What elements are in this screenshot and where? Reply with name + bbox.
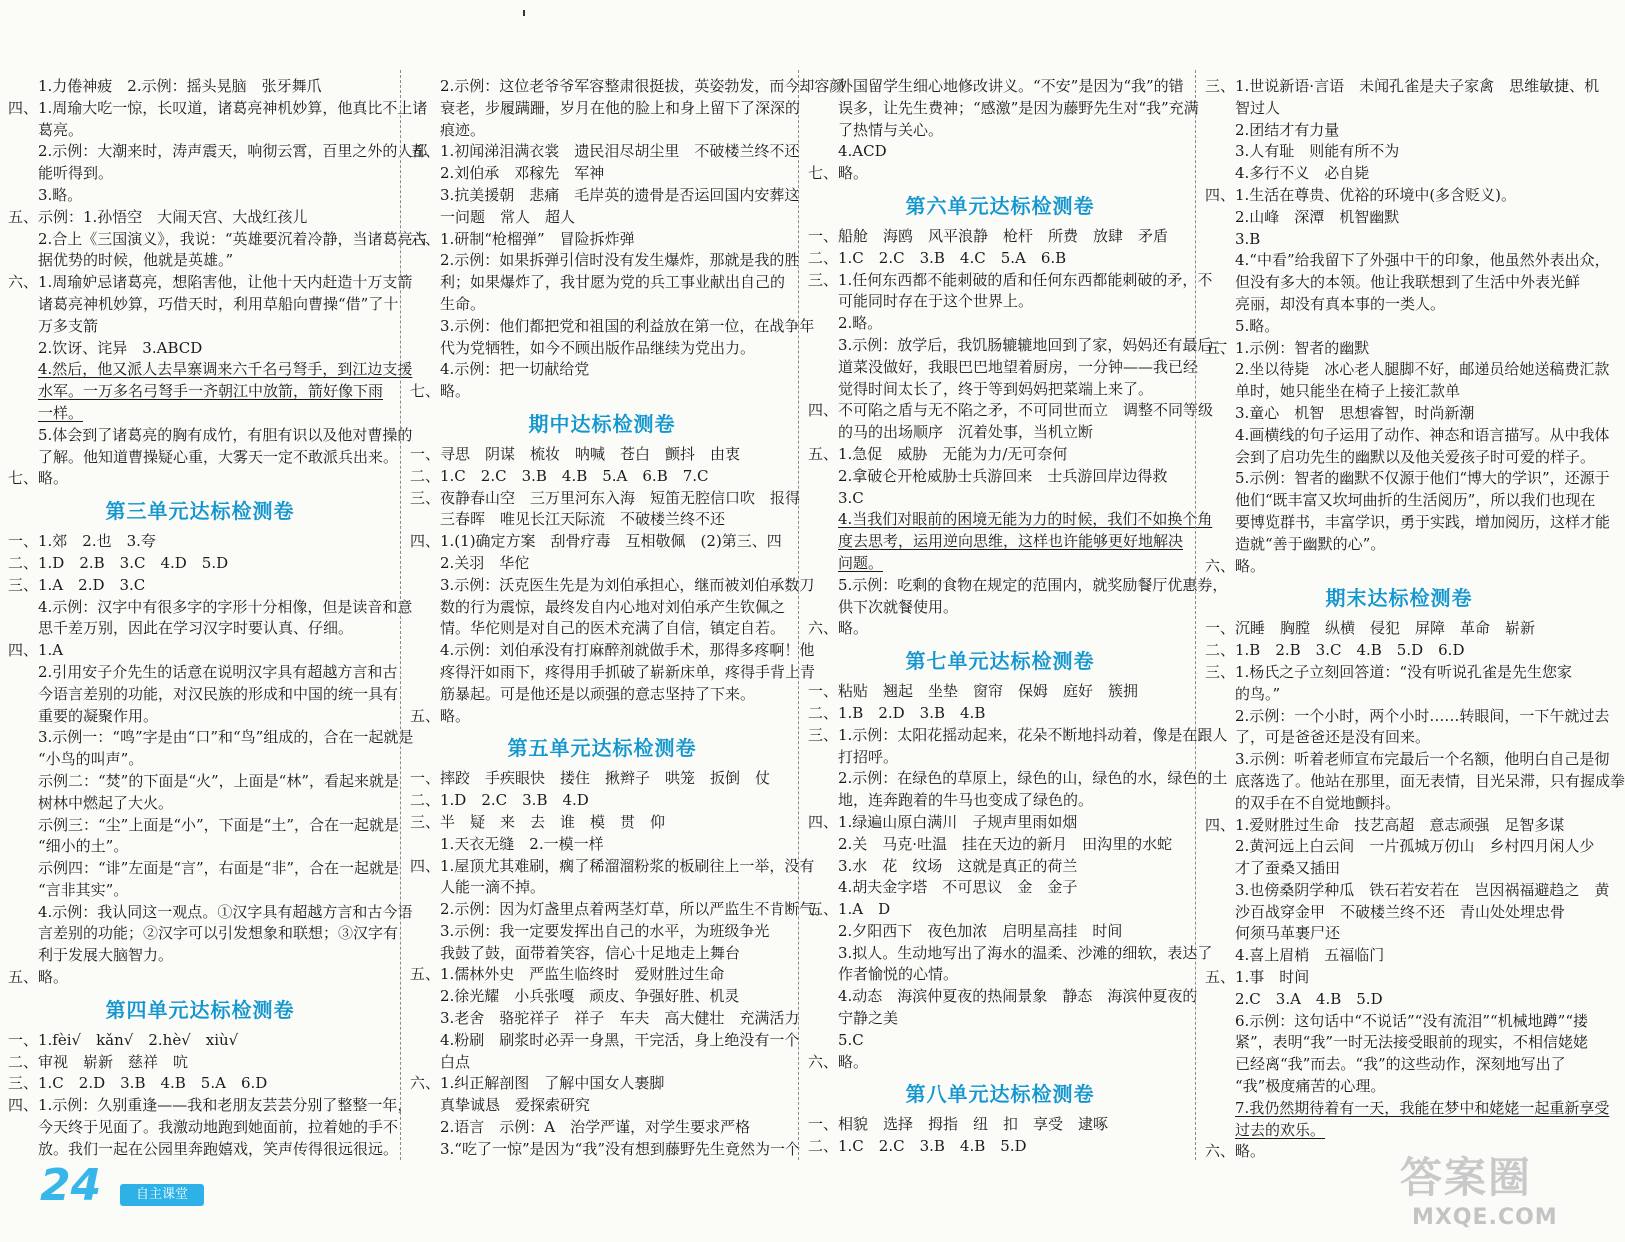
answer-line: 三、1.世说新语·言语 未闻孔雀是夫子家禽 思维敏捷、机 [1205,77,1600,95]
answer-line: 代为党牺牲，如今不顾出版作品继续为党出力。 [440,338,756,357]
answer-line: 一、摔跤 手疾眼快 搂住 揪辫子 哄笼 扳倒 仗 [410,769,771,788]
answer-line: 水军。一万多名弓弩手一齐朝江中放箭，箭好像下雨 [38,382,384,401]
answer-line: 4.动态 海滨仲夏夜的热闹景象 静态 海滨仲夏夜的 [838,987,1198,1006]
answer-line: 二、审视 崭新 慈祥 吭 [8,1052,189,1071]
answer-line: 二、1.B 2.D 3.B 4.B [808,703,986,722]
answer-line: 诸葛亮神机妙算，巧借天时，利用草船向曹操“借”了十 [38,294,399,313]
answer-line: 一样。 [38,403,84,422]
answer-line: 万多支箭 [38,316,99,335]
answer-line: 疼得汗如雨下，疼得用手抓破了崭新床单，疼得手背上青 [440,662,816,681]
answer-line: 地，连奔跑着的牛马也变成了绿色的。 [838,791,1094,810]
answer-line: 2.示例：大潮来时，涛声震天，响彻云霄，百里之外的人都 [38,142,428,161]
answer-line: 7.我仍然期待着有一天，我能在梦中和姥姥一起重新享受 [1235,1098,1610,1117]
answer-line: 2.示例：在绿色的草原上，绿色的山，绿色的水，绿色的土 [838,769,1228,788]
answer-line: 3.也傍桑阴学种瓜 铁石若安若在 岂因祸福避趋之 黄 [1235,880,1610,899]
answer-line: 2.示例：如果拆弹引信时没有发生爆炸，那就是我的胜 [440,251,800,270]
answer-line: 2.合上《三国演义》，我说：“英雄要沉着冷静，当诸葛亮占 [38,229,428,248]
answer-line: 4.“中看”给我留下了外强中干的印象，他虽然外表出众， [1235,251,1610,270]
answer-line: 数的行为震惊，最终发自内心地对刘伯承产生钦佩之 [440,597,786,616]
answer-line: 七、略。 [8,469,69,488]
answer-line: 紧”，表明“我”一时无法接受眼前的现实，不相信姥姥 [1235,1033,1589,1052]
answer-line: 二、1.C 2.C 3.B 4.B 5.A 6.B 7.C [410,466,709,485]
answer-line: 2.黄河远上白云间 一片孤城万仞山 乡村四月闲人少 [1235,837,1595,856]
answer-line: 痕迹。 [440,120,486,139]
answer-line: 单时，她只能坐在椅子上接汇款单 [1235,382,1461,401]
answer-line: 要博览群书，丰富学识，勇于实践，增加阅历，这样才能 [1235,512,1611,531]
answer-line: 二、1.D 2.C 3.B 4.D [410,791,589,810]
answer-line: 才了蚕桑又插田 [1235,859,1341,878]
answer-line: 四、1.生活在尊贵、优裕的环境中(多含贬义)。 [1205,185,1517,204]
answer-line: 今语言差别的功能，对汉民族的形成和中国的统一具有 [38,684,399,703]
answer-line: 能听得到。 [38,164,114,183]
answer-line: 言差别的功能；②汉字可以引发想象和联想；③汉字有 [38,924,399,943]
answer-line: 2.徐光耀 小兵张嘎 顽皮、争强好胜、机灵 [440,987,740,1006]
answer-line: 3.示例：听着老师宣布完最后一个名额，他明白自己是彻 [1235,750,1610,769]
answer-line: 一、相貌 选择 拇指 纽 扣 享受 逮啄 [808,1115,1109,1134]
answer-line: 2.C 3.A 4.B 5.D [1235,989,1383,1008]
answer-line: 3.抗美援朝 悲痛 毛岸英的遗骨是否运回国内安葬这 [440,185,800,204]
answer-line: 4.粉刷 刷浆时必弄一身黑，干完活，身上绝没有一个 [440,1030,800,1049]
answer-line: 度去思考，运用逆向思维，这样也许能够更好地解决 [838,532,1184,551]
answer-line: 但没有多大的本领。他让我联想到了生活中外表光鲜 [1235,273,1581,292]
answer-line: 五、示例：1.孙悟空 大闹天宫、大战红孩儿 [8,207,308,226]
answer-line: 5.示例：吃剩的食物在规定的范围内，就奖励餐厅优惠券， [838,575,1228,594]
answer-line: 2.引用安子介先生的话意在说明汉字具有超越方言和古 [38,662,398,681]
answer-line: 了解。他知道曹操疑心重，大雾天一定不敢派兵出来。 [38,447,399,466]
answer-line: 4.画横线的句子运用了动作、神态和语言描写。从中我体 [1235,425,1610,444]
answer-line: 示例二：“焚”的下面是“火”，上面是“林”，看起来就是 [38,771,400,790]
column-divider [1195,70,1196,1160]
answer-line: 情。华佗则是对自己的医术充满了自信，镇定自若。 [440,619,786,638]
answer-line: 亮丽，却没有真本事的一类人。 [1235,294,1446,313]
answer-line: 五、1.示例：智者的幽默 [1205,338,1370,357]
answer-line: 打招呼。 [838,747,899,766]
answer-line: 我鼓了鼓，面带着笑容，信心十足地走上舞台 [440,943,741,962]
answer-line: 4.胡夫金字塔 不可思议 金 金子 [838,878,1078,897]
answer-line: 思千差万别，因此在学习汉字时要认真、仔细。 [38,619,354,638]
answer-line: 4.示例：汉字中有很多字的字形十分相像，但是读音和意 [38,597,413,616]
answer-line: 四、1.周瑜大吃一惊，长叹道，诸葛亮神机妙算，他真比不上诸 [8,98,428,117]
column-divider [798,70,799,1160]
answer-line: 一、1.郊 2.也 3.夸 [8,532,156,551]
answer-line: 四、1.爱财胜过生命 技艺高超 意志顽强 足智多谋 [1205,815,1565,834]
answer-line: 的鸟。” [1235,684,1281,703]
answer-column-1 [8,76,428,1161]
answer-line: 五、1.A D [808,900,891,919]
answer-line: 葛亮。 [38,120,84,139]
answer-line: 三、1.A 2.D 3.C [8,575,146,594]
answer-line: 3.略。 [38,185,83,204]
section-heading: 第八单元达标检测卷 [905,1082,1095,1107]
answer-line: 六、略。 [1205,556,1266,575]
answer-line: 六、略。 [808,1052,869,1071]
answer-line: 五、1.初闻涕泪满衣裳 遗民泪尽胡尘里 不破楼兰终不还 [410,142,800,161]
answer-line: 问题。 [838,553,884,572]
section-heading: 第三单元达标检测卷 [105,499,295,524]
answer-line: 3.C [838,488,864,507]
answer-line: 3.老舍 骆驼祥子 祥子 车夫 高大健壮 充满活力 [440,1009,800,1028]
answer-line: 了，可是爸爸还是没有回来。 [1235,728,1431,747]
answer-line: 五、略。 [410,706,471,725]
answer-line: 三、1.杨氏之子立刻回答道：“没有听说孔雀是先生您家 [1205,662,1572,681]
answer-line: 造就“善于幽默的心”。 [1235,534,1386,553]
answer-line: 5.体会到了诸葛亮的胸有成竹，有胆有识以及他对曹操的 [38,425,413,444]
answer-line: 的马的出场顺序 沉着处事，当机立断 [838,423,1094,442]
answer-line: 一、寻思 阴谋 梳妆 呐喊 苍白 颤抖 由衷 [410,444,741,463]
answer-line: 衰老，步履蹒跚，岁月在他的脸上和身上留下了深深的 [440,98,801,117]
answer-line: 4.多行不义 必自毙 [1235,164,1370,183]
answer-line: 五、1.儒林外史 严监生临终时 爱财胜过生命 [410,965,725,984]
answer-line: 五、1.急促 威胁 无能为力/无可奈何 [808,444,1068,463]
section-heading: 期末达标检测卷 [1325,586,1473,611]
answer-line: 1.力倦神疲 2.示例：摇头晃脑 张牙舞爪 [38,77,322,95]
answer-line: 底落选了。他站在那里，面无表情，目光呆滞，只有握成拳 [1235,771,1625,790]
answer-line: 三、1.C 2.D 3.B 4.B 5.A 6.D [8,1074,268,1093]
answer-line: 2.饮讶、诧异 3.ABCD [38,338,203,357]
answer-line: 三、夜静春山空 三万里河东入海 短笛无腔信口吹 报得 [410,488,801,507]
section-heading: 第六单元达标检测卷 [905,193,1095,218]
section-heading: 期中达标检测卷 [528,411,676,436]
answer-line: 4.当我们对眼前的困境无能为力的时候，我们不如换个角 [838,510,1213,529]
answer-line: 5.C [838,1030,864,1049]
answer-line: 一、粘贴 翘起 坐垫 窗帘 保姆 庭好 簇拥 [808,682,1139,701]
answer-line: 2.示例：因为灯盏里点着两茎灯草，所以严监生不肯断气。 [440,900,830,919]
answer-line: 2.拿破仑开枪威胁士兵游回来 士兵游回岸边得救 [838,466,1168,485]
answer-line: 筋暴起。可是他还是以顽强的意志坚持了下来。 [440,684,756,703]
answer-line: 四、不可陷之盾与无不陷之矛，不可同世而立 调整不同等级 [808,401,1214,420]
answer-line: 四、1.A [8,641,64,660]
answer-line: 2.刘伯承 邓稼先 军神 [440,164,605,183]
answer-line: 3.人有耻 则能有所不为 [1235,142,1400,161]
answer-line: 一、1.fèi√ kǎn√ 2.hè√ xiù√ [8,1030,239,1049]
watermark-logo [1390,1150,1590,1240]
answer-line: 二、1.D 2.B 3.C 4.D 5.D [8,553,229,572]
answer-line: 他们“既丰富又坎坷曲折的生活阅历”，所以我们也现在 [1235,491,1596,510]
answer-line: “言非其实”。 [38,880,129,899]
answer-line: 2.山峰 深潭 机智幽默 [1235,207,1400,226]
answer-line: 道菜没做好，我眼巴巴地望着厨房，一分钟——我已经 [838,357,1199,376]
answer-line: 二、1.C 2.C 3.B 4.B 5.D [808,1137,1027,1156]
answer-line: 2.关 马克·吐温 挂在天边的新月 田沟里的水蛇 [838,834,1173,853]
answer-line: 放。我们一起在公园里奔跑嬉戏，笑声传得很远很远。 [38,1139,399,1158]
answer-line: 六、略。 [1205,1142,1266,1161]
answer-line: 示例四：“诽”左面是“言”，右面是“非”，合在一起就是 [38,859,400,878]
answer-line: 沙百战穿金甲 不破楼兰终不还 青山处处埋忠骨 [1235,902,1566,921]
answer-line: 外国留学生细心地修改讲义。“不安”是因为“我”的错 [838,77,1184,95]
answer-line: 四、1.(1)确定方案 刮骨疗毒 互相敬佩 (2)第三、四 [410,532,782,551]
section-heading: 第四单元达标检测卷 [105,997,295,1022]
answer-line: 利；如果爆炸了，我甘愿为党的兵工事业献出自己的 [440,273,786,292]
answer-line: 过去的欢乐。 [1235,1120,1326,1139]
answer-line: 3.示例一：“鸣”字是由“口”和“鸟”组成的，合在一起就是 [38,728,414,747]
answer-line: 树林中燃起了大火。 [38,793,174,812]
answer-line: 可能同时存在于这个世界上。 [838,292,1034,311]
answer-line: 的双手在不自觉地颤抖。 [1235,793,1401,812]
answer-line: 3.拟人。生动地写出了海水的温柔、沙滩的细软，表达了 [838,943,1213,962]
answer-line: 2.关羽 华佗 [440,553,530,572]
answer-line: 四、1.绿遍山原白满川 子规声里雨如烟 [808,812,1078,831]
answer-line: 一问题 常人 超人 [440,207,576,226]
answer-line: 示例三：“尘”上面是“小”，下面是“土”，合在一起就是 [38,815,400,834]
answer-line: 作者愉悦的心情。 [838,965,959,984]
answer-line: 2.示例：一个小时，两个小时……转眼间，一下午就过去 [1235,706,1610,725]
answer-line: 已经离“我”而去。“我”的这些动作，深刻地写出了 [1235,1055,1566,1074]
watermark-text: 答案圈 [1400,1153,1533,1202]
answer-line: 3.示例：他们都把党和祖国的利益放在第一位，在战争年 [440,316,815,335]
answer-line: 2.示例：这位老爷爷军容整肃很挺拔，英姿勃发，而今却容颜 [440,77,845,95]
answer-line: 二、1.C 2.C 3.B 4.C 5.A 6.B [808,248,1067,267]
answer-line: 六、略。 [808,619,869,638]
answer-line: 今天终于见面了。我激动地跑到她面前，拉着她的手不 [38,1118,399,1137]
answer-line: 2.语言 示例：A 治学严谨，对学生要求严格 [440,1118,751,1137]
answer-line: 2.略。 [838,314,883,333]
answer-line: 5.示例：智者的幽默不仅源于他们“博大的学识”，还源于 [1235,469,1610,488]
answer-line: 智过人 [1235,98,1281,117]
answer-line: 五、略。 [8,968,69,987]
page-number: 24 [40,1160,102,1211]
answer-line: 六、1.周瑜妒忌诸葛亮，想陷害他，让他十天内赶造十万支箭 [8,273,413,292]
answer-column-4 [1205,76,1625,1163]
answer-line: “我”极度痛苦的心理。 [1235,1077,1386,1096]
answer-line: 六、1.研制“枪榴弹” 冒险拆炸弹 [410,229,635,248]
answer-line: 2.夕阳西下 夜色加浓 启明星高挂 时间 [838,921,1123,940]
answer-line: 3.水 花 纹场 这就是真正的荷兰 [838,856,1078,875]
answer-column-3 [808,76,1228,1158]
answer-line: 误多，让先生费神；“感激”是因为藤野先生对“我”充满 [838,98,1199,117]
answer-line: 三、1.示例：太阳花摇动起来，花朵不断地抖动着，像是在跟人 [808,725,1228,744]
answer-line: 重要的凝聚作用。 [38,706,159,725]
answer-line: 五、1.事 时间 [1205,968,1310,987]
answer-line: 4.示例：我认同这一观点。①汉字具有超越方言和古今语 [38,902,413,921]
answer-line: 利于发展大脑智力。 [38,946,174,965]
answer-line: 供下次就餐使用。 [838,597,959,616]
answer-line: 4.然后，他又派人去旱寨调来六千名弓弩手，到江边支援 [38,360,413,379]
answer-line: 据优势的时候，他就是英雄。” [38,251,234,270]
answer-line: 5.略。 [1235,316,1280,335]
answer-line: 3.“吃了一惊”是因为“我”没有想到藤野先生竟然为一个 [440,1139,800,1158]
answer-line: 3.示例：放学后，我饥肠辘辘地回到了家，妈妈还有最后一 [838,335,1228,354]
answer-line: 七、略。 [410,382,471,401]
answer-line: 3.示例：我一定要发挥出自己的水平，为班级争光 [440,921,770,940]
watermark-url: MXQE.COM [1412,1205,1558,1230]
answer-line: 2.团结才有力量 [1235,120,1340,139]
answer-line: 3.B [1235,229,1261,248]
answer-line: 了热情与关心。 [838,120,944,139]
answer-line: “细小的土”。 [38,837,129,856]
answer-line: 三春晖 唯见长江天际流 不破楼兰终不还 [440,510,726,529]
answer-line: 会到了启功先生的幽默以及他关爱孩子时可爱的样子。 [1235,447,1596,466]
answer-line: “小鸟的叫声”。 [38,750,144,769]
answer-line: 6.示例：这句话中“不说话”“没有流泪”“机械地蹲”“搂 [1235,1011,1588,1030]
answer-line: 四、1.屋顶尤其难刷，瘸了稀溜溜粉浆的板刷往上一举，没有 [410,856,815,875]
answer-line: 2.坐以待毙 冰心老人腿脚不好，邮递员给她送稿费汇款 [1235,360,1610,379]
answer-line: 4.示例：刘伯承没有打麻醉剂就做手术，那得多疼啊！他 [440,641,815,660]
answer-line: 生命。 [440,294,486,313]
series-label: 自主课堂 [120,1184,204,1206]
top-tick-mark [523,10,525,16]
section-heading: 第七单元达标检测卷 [905,649,1095,674]
answer-line: 一、船舱 海鸥 风平浪静 枪杆 所费 放肆 矛盾 [808,226,1169,245]
answer-line: 二、1.B 2.B 3.C 4.B 5.D 6.D [1205,641,1465,660]
answer-line: 宁静之美 [838,1009,899,1028]
answer-line: 4.ACD [838,142,887,161]
answer-line: 人能一滴不掉。 [440,878,546,897]
answer-line: 三、1.任何东西都不能刺破的盾和任何东西都能刺破的矛，不 [808,270,1213,289]
answer-line: 1.天衣无缝 2.一模一样 [440,834,604,853]
answer-line: 六、1.纠正解剖图 了解中国女人裹脚 [410,1074,665,1093]
answer-line: 何须马革裹尸还 [1235,924,1341,943]
answer-line: 4.示例：把一切献给党 [440,360,590,379]
section-heading: 第五单元达标检测卷 [507,736,697,761]
answer-line: 觉得时间太长了，终于等到妈妈把菜端上来了。 [838,379,1154,398]
answer-line: 一、沉睡 胸膛 纵横 侵犯 屏障 革命 崭新 [1205,619,1536,638]
column-divider [400,70,401,1160]
answer-line: 七、略。 [808,164,869,183]
answer-line: 真挚诚恳 爱探索研究 [440,1096,591,1115]
answer-line: 白点 [440,1052,471,1071]
answer-line: 三、半 疑 来 去 谁 模 贯 仰 [410,812,666,831]
answer-line: 3.童心 机智 思想睿智，时尚新潮 [1235,403,1475,422]
answer-line: 四、1.示例：久别重逢——我和老朋友芸芸分别了整整一年， [8,1096,413,1115]
answer-line: 4.喜上眉梢 五福临门 [1235,946,1385,965]
answer-line: 3.示例：沃克医生先是为刘伯承担心，继而被刘伯承数刀 [440,575,815,594]
